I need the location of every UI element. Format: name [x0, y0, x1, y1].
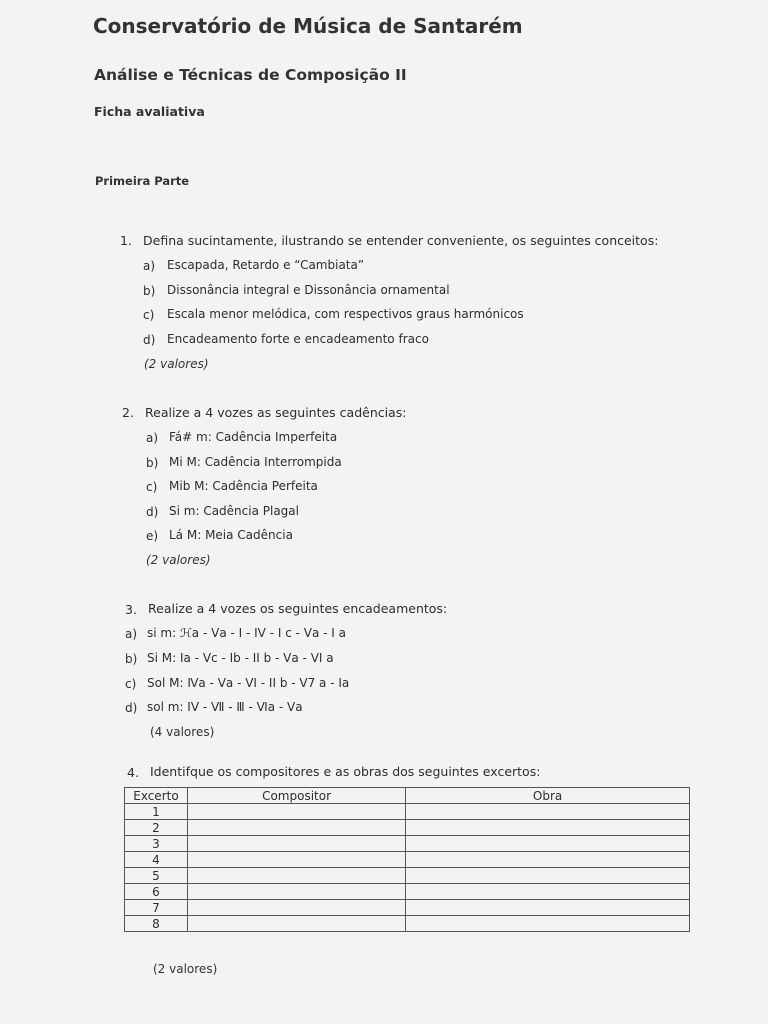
excerto-number: 6: [125, 884, 188, 900]
q2-number: 2.: [122, 405, 134, 420]
q3-number: 3.: [125, 602, 137, 617]
q3-item-b-marker: b): [125, 652, 138, 666]
compositor-cell[interactable]: [187, 836, 405, 852]
q1-item-c: Escala menor melódica, com respectivos graus harmónicos: [167, 307, 524, 321]
q3-item-a: si m: ℋa - Ⅴa - I - IV - I c - Ⅴa - I a: [147, 626, 346, 640]
column-header-excerto: Excerto: [125, 788, 188, 804]
obra-cell[interactable]: [406, 852, 690, 868]
q2-item-c-marker: c): [146, 480, 158, 494]
obra-cell[interactable]: [406, 884, 690, 900]
compositor-cell[interactable]: [187, 884, 405, 900]
q1-item-a-marker: a): [143, 259, 156, 273]
q1-item-d: Encadeamento forte e encadeamento fraco: [167, 332, 429, 346]
q1-value: (2 valores): [144, 357, 209, 371]
obra-cell[interactable]: [406, 820, 690, 836]
q2-item-b-marker: b): [146, 456, 159, 470]
q3-item-a-marker: a): [125, 627, 138, 641]
obra-cell[interactable]: [406, 900, 690, 916]
excerto-number: 5: [125, 868, 188, 884]
document-type: Ficha avaliativa: [94, 104, 205, 119]
q2-item-d-marker: d): [146, 505, 159, 519]
q2-item-a-marker: a): [146, 431, 159, 445]
excerto-number: 7: [125, 900, 188, 916]
compositor-cell[interactable]: [187, 900, 405, 916]
q4-text: Identifque os compositores e as obras dos seguintes excertos:: [150, 764, 541, 779]
q2-item-e-marker: e): [146, 529, 159, 543]
q1-text: Defina sucintamente, ilustrando se entender conveniente, os seguintes conceitos:: [143, 233, 659, 248]
q1-number: 1.: [120, 233, 132, 248]
column-header-obra: Obra: [406, 788, 690, 804]
q1-item-c-marker: c): [143, 308, 155, 322]
excerto-number: 4: [125, 852, 188, 868]
q3-item-b: Si M: Ⅰa - Ⅴc - Ⅰb - II b - Ⅴa - VI a: [147, 651, 334, 665]
compositor-cell[interactable]: [187, 804, 405, 820]
column-header-compositor: Compositor: [187, 788, 405, 804]
obra-cell[interactable]: [406, 868, 690, 884]
q1-item-a: Escapada, Retardo e “Cambiata”: [167, 258, 365, 272]
q4-number: 4.: [127, 765, 139, 780]
table-row: [125, 868, 690, 884]
q3-text: Realize a 4 vozes os seguintes encadeamentos:: [148, 601, 448, 616]
table-row: [125, 916, 690, 932]
q3-item-c: Sol M: Ⅳa - Ⅴa - VI - II b - Ⅴ7 a - Ⅰa: [147, 676, 350, 690]
table-row: [125, 900, 690, 916]
obra-cell[interactable]: [406, 916, 690, 932]
compositor-cell[interactable]: [187, 820, 405, 836]
excerto-number: 1: [125, 804, 188, 820]
q3-item-d-marker: d): [125, 701, 138, 715]
q2-item-d: Si m: Cadência Plagal: [169, 504, 299, 518]
q3-item-c-marker: c): [125, 677, 137, 691]
table-row: [125, 836, 690, 852]
course-subtitle: Análise e Técnicas de Composição II: [94, 66, 407, 84]
excerto-number: 3: [125, 836, 188, 852]
table-row: [125, 804, 690, 820]
q1-item-d-marker: d): [143, 333, 156, 347]
table-row: [125, 852, 690, 868]
excerto-number: 2: [125, 820, 188, 836]
q4-value: (2 valores): [153, 962, 218, 976]
q2-item-e: Lá M: Meia Cadência: [169, 528, 293, 542]
q2-item-a: Fá# m: Cadência Imperfeita: [169, 430, 338, 444]
table-row: [125, 884, 690, 900]
q2-item-c: Mib M: Cadência Perfeita: [169, 479, 318, 493]
q1-item-b: Dissonância integral e Dissonância ornamental: [167, 283, 450, 297]
obra-cell[interactable]: [406, 804, 690, 820]
part-heading: Primeira Parte: [95, 174, 190, 188]
obra-cell[interactable]: [406, 836, 690, 852]
q2-item-b: Mi M: Cadência Interrompida: [169, 455, 342, 469]
q3-value: (4 valores): [150, 725, 215, 739]
excerto-number: 8: [125, 916, 188, 932]
excerpts-table: [124, 787, 690, 932]
compositor-cell[interactable]: [187, 852, 405, 868]
table-header-row: [125, 788, 690, 804]
school-title: Conservatório de Música de Santarém: [93, 14, 523, 38]
compositor-cell[interactable]: [187, 868, 405, 884]
q1-item-b-marker: b): [143, 284, 156, 298]
q3-item-d: sol m: IV - Ⅶ - Ⅲ - Ⅵa - Ⅴa: [147, 700, 303, 714]
q2-value: (2 valores): [146, 553, 211, 567]
compositor-cell[interactable]: [187, 916, 405, 932]
table-row: [125, 820, 690, 836]
q2-text: Realize a 4 vozes as seguintes cadências:: [145, 405, 407, 420]
